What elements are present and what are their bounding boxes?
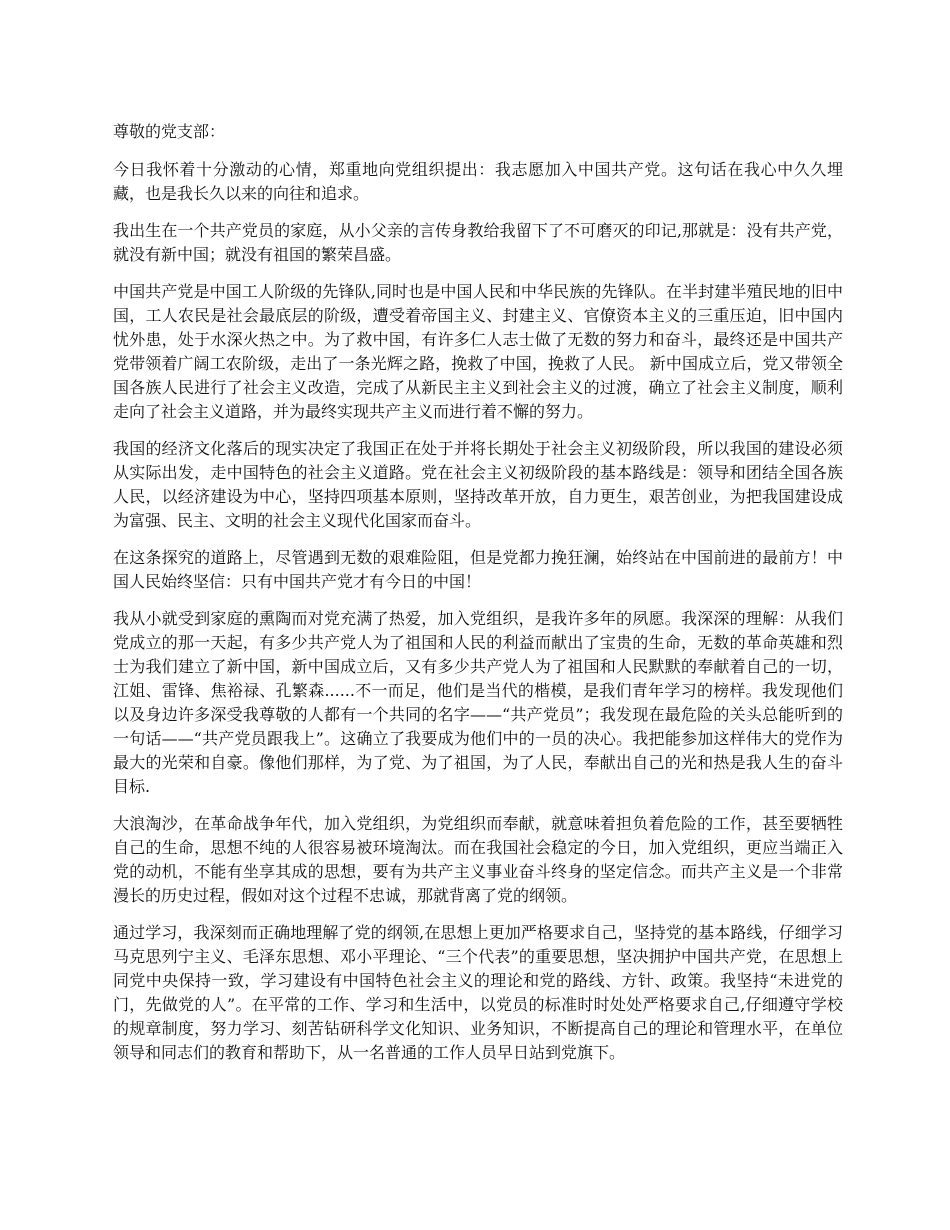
paragraph-1: 今日我怀着十分激动的心情，郑重地向党组织提出：我志愿加入中国共产党。这句话在我心中久久埋藏，也是我长久以来的向往和追求。 xyxy=(113,160,843,203)
salutation: 尊敬的党支部： xyxy=(113,122,226,141)
paragraph-3: 中国共产党是中国工人阶级的先锋队,同时也是中国人民和中华民族的先锋队。在半封建半殖民地的旧中国，工人农民是社会最底层的阶级，遭受着帝国主义、封建主义、官僚资本主义的三重压迫，旧中国内忧外患，处于水深火热之中。为了救中国，有许多仁人志士做了无数的努力和奋斗，最终还是中国共产党带领着广阔工农阶级，走出了一条光辉之路，挽救了中国，挽救了人民。 新中国成立后，党又带领全国各族人民进行了社会主义改造，完成了从新民主主义到社会主义的过渡，确立了社会主义制度，顺利走向了社会主义道路，并为最终实现共产主义而进行着不懈的努力。 xyxy=(113,282,843,421)
paragraph-2: 我出生在一个共产党员的家庭，从小父亲的言传身教给我留下了不可磨灭的印记,那就是：没有共产党，就没有新中国；就没有祖国的繁荣昌盛。 xyxy=(113,221,843,264)
paragraph-5: 在这条探究的道路上，尽管遇到无数的艰难险阻，但是党都力挽狂澜，始终站在中国前进的最前方！中国人民始终坚信：只有中国共产党才有今日的中国！ xyxy=(113,548,843,591)
letter-body xyxy=(113,120,843,1078)
paragraph-6: 我从小就受到家庭的熏陶而对党充满了热爱，加入党组织，是我许多年的夙愿。我深深的理解：从我们党成立的那一天起，有多少共产党人为了祖国和人民的利益而献出了宝贵的生命，无数的革命英雄和烈士为我们建立了新中国，新中国成立后，又有多少共产党人为了祖国和人民默默的奉献着自己的一切，江姐、雷锋、焦裕禄、孔繁森......不一而足，他们是当代的楷模，是我们青年学习的榜样。我发现他们以及身边许多深受我尊敬的人都有一个共同的名字——“共产党员”；我发现在最危险的关头总能听到的一句话——“共产党员跟我上”。这确立了我要成为他们中的一员的决心。我把能参加这样伟大的党作为最大的光荣和自豪。像他们那样，为了党、为了祖国，为了人民，奉献出自己的光和热是我人生的奋斗目标. xyxy=(113,609,843,796)
paragraph-7: 大浪淘沙，在革命战争年代，加入党组织，为党组织而奉献，就意味着担负着危险的工作，甚至要牺牲自己的生命，思想不纯的人很容易被环境淘汰。而在我国社会稳定的今日，加入党组织，更应当端正入党的动机，不能有坐享其成的思想，要有为共产主义事业奋斗终身的坚定信念。而共产主义是一个非常漫长的历史过程，假如对这个过程不忠诚，那就背离了党的纲领。 xyxy=(113,814,843,905)
paragraph-8: 通过学习，我深刻而正确地理解了党的纲领,在思想上更加严格要求自己，坚持党的基本路线，仔细学习马克思列宁主义、毛泽东思想、邓小平理论、“三个代表”的重要思想，坚决拥护中国共产党，在思想上同党中央保持一致，学习建设有中国特色社会主义的理论和党的路线、方针、政策。我坚持“未进党的门，先做党的人”。在平常的工作、学习和生活中，以党员的标准时时处处严格要求自己,仔细遵守学校的规章制度，努力学习、刻苦钻研科学文化知识、业务知识，不断提高自己的理论和管理水平，在单位领导和同志们的教育和帮助下，从一名普通的工作人员早日站到党旗下。 xyxy=(113,923,843,1062)
paragraph-4: 我国的经济文化落后的现实决定了我国正在处于并将长期处于社会主义初级阶段，所以我国的建设必须从实际出发，走中国特色的社会主义道路。党在社会主义初级阶段的基本路线是：领导和团结全国各族人民，以经济建设为中心，坚持四项基本原则，坚持改革开放，自力更生，艰苦创业，为把我国建设成为富强、民主、文明的社会主义现代化国家而奋斗。 xyxy=(113,439,843,530)
